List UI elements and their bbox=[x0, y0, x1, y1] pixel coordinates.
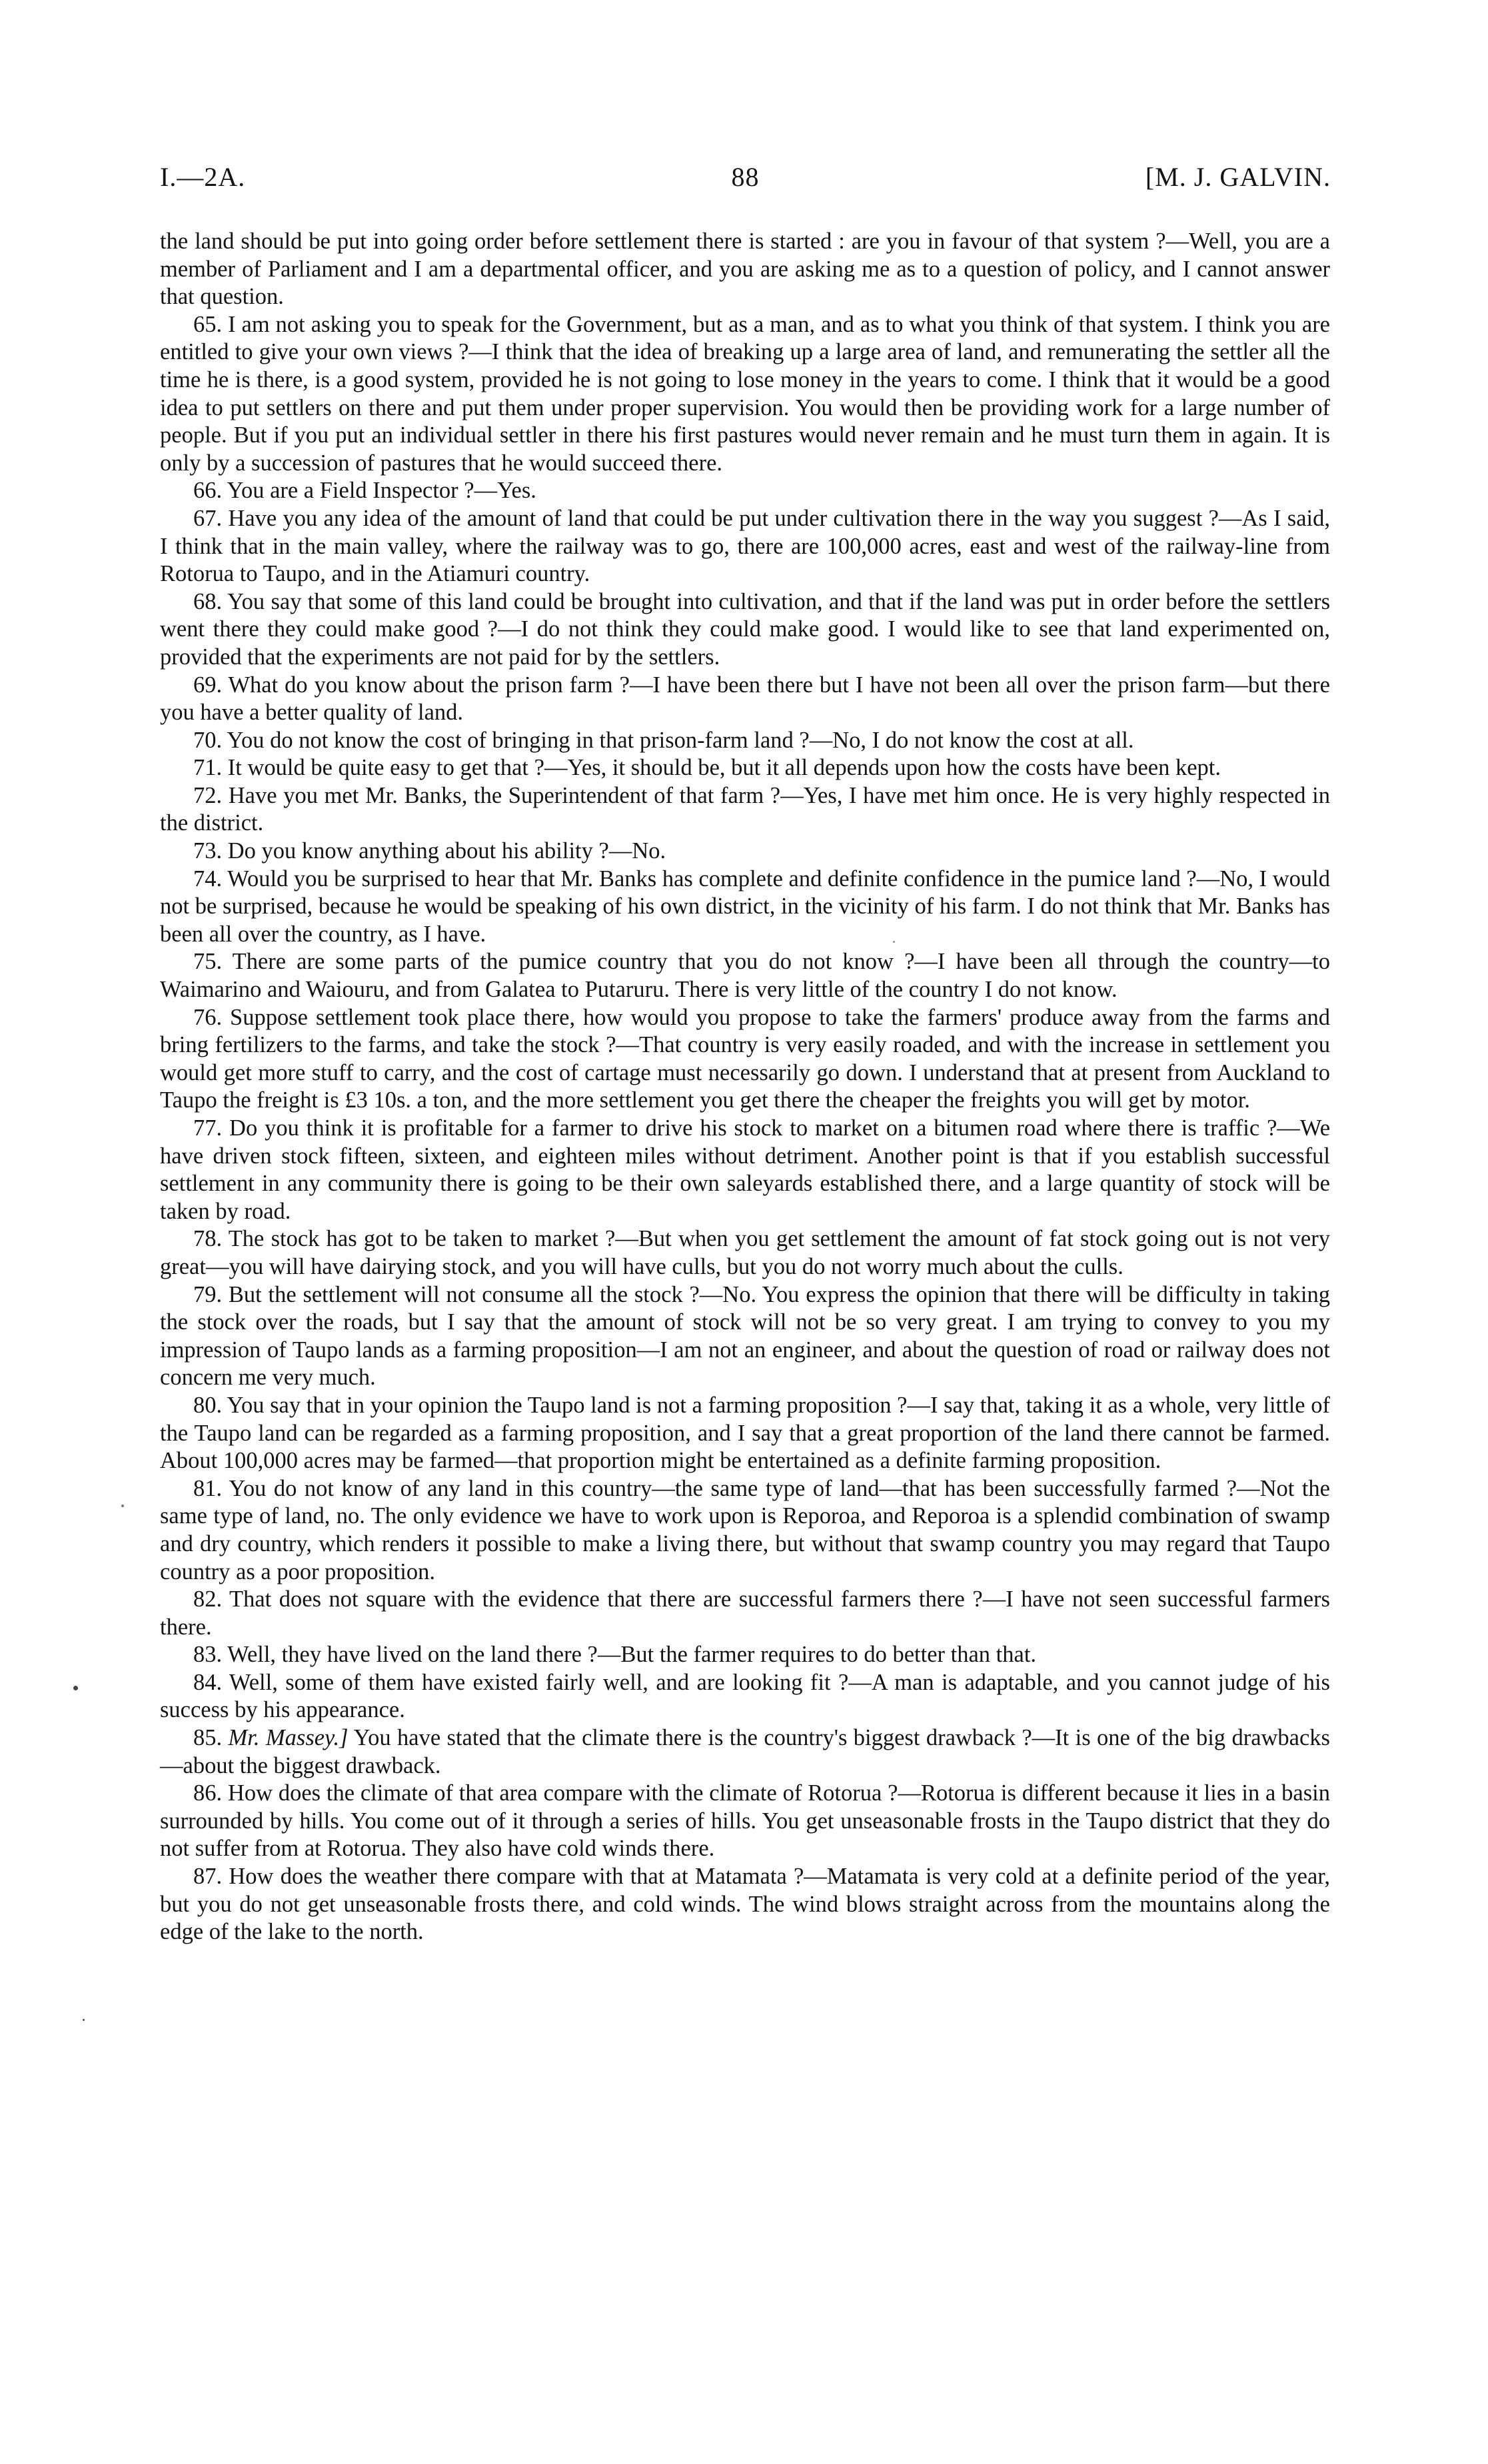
paragraph-text: But the settlement will not consume all the stock ?—No. You express the opinion that there will be difficulty in taking the stock over the roads, but I say that the amount of stock will not be so very great. I am trying to convey to you my impression of Taupo lands as a farming proposition—I am not an engineer, and about the question of road or railway does not concern me very much. bbox=[160, 1281, 1331, 1391]
question-paragraph-69 bbox=[160, 672, 1330, 727]
question-paragraph-85 bbox=[160, 1724, 1330, 1780]
paragraph-text: You are a Field Inspector ?—Yes. bbox=[227, 478, 536, 504]
paragraph-text: Suppose settlement took place there, how would you propose to take the farmers' produce away from the farms and bring fertilizers to the farms, and take the stock ?—That country is very easily roaded, and with the increase in settlement you would get more stuff to carry, and the cost of cartage must necessarily go down. I understand that at present from Auckland to Taupo the freight is £3 10s. a ton, and the more settlement you get there the cheaper the freights you will get by motor. bbox=[160, 1004, 1330, 1113]
paragraph-text: You do not know of any land in this country—the same type of land—that has been successfully farmed ?—Not the same type of land, no. The only evidence we have to work upon is Reporoa, and Reporoa is a splendid combination of swamp and dry country, which renders it possible to make a living there, but without that swamp country you may regard that Taupo country as a poor proposition. bbox=[160, 1475, 1330, 1584]
paragraph-text: Well, they have lived on the land there ?—But the farmer requires to do better than that. bbox=[227, 1642, 1037, 1668]
question-number: 71. bbox=[193, 755, 223, 781]
question-number: 87. bbox=[193, 1864, 223, 1890]
paragraph-text: Have you any idea of the amount of land that could be put under cultivation there in the way you suggest ?—As I said, I think that in the main valley, where the railway was to go, there are 100,000 acres, east and west of the railway-line from Rotorua to Taupo, and in the Atiamuri country. bbox=[160, 505, 1330, 587]
question-paragraph-86 bbox=[160, 1780, 1330, 1863]
question-paragraph-76 bbox=[160, 1004, 1330, 1115]
question-number: 69. bbox=[193, 672, 223, 698]
scan-speck bbox=[83, 2019, 85, 2021]
question-number: 82. bbox=[193, 1586, 223, 1612]
question-number: 84. bbox=[193, 1669, 223, 1695]
scan-speck bbox=[893, 941, 895, 943]
paragraph-continuation bbox=[160, 228, 1330, 311]
page-body bbox=[160, 228, 1330, 1946]
scan-speck bbox=[73, 1686, 78, 1690]
paragraph-text: What do you know about the prison farm ?—I have been there but I have not been all over the prison farm—but there you have a better quality of land. bbox=[160, 672, 1330, 726]
paragraph-text: the land should be put into going order before settlement there is started : are you in favour of that system ?—Well, you are a member of Parliament and I am a departmental officer, and you are asking me as to a question of policy, and I cannot answer that question. bbox=[160, 229, 1330, 310]
question-number: 67. bbox=[193, 505, 223, 531]
question-number: 83. bbox=[193, 1642, 223, 1668]
question-paragraph-78 bbox=[160, 1225, 1330, 1281]
paragraph-text: Have you met Mr. Banks, the Superintendent of that farm ?—Yes, I have met him once. He is very highly respected in the district. bbox=[160, 782, 1330, 836]
question-paragraph-87 bbox=[160, 1863, 1330, 1946]
speaker-name: Mr. Massey.] bbox=[228, 1725, 349, 1751]
paragraph-text: That does not square with the evidence that there are successful farmers there ?—I have not seen successful farmers there. bbox=[160, 1586, 1330, 1640]
paragraph-text: The stock has got to be taken to market ?—But when you get settlement the amount of fat stock going out is not very great—you will have dairying stock, and you will have culls, but you do not worry much about the culls. bbox=[160, 1226, 1330, 1279]
question-number: 68. bbox=[193, 588, 223, 614]
paragraph-text: Well, some of them have existed fairly well, and are looking fit ?—A man is adaptable, and you cannot judge of his success by his appearance. bbox=[160, 1669, 1330, 1723]
paragraph-text: It would be quite easy to get that ?—Yes, it should be, but it all depends upon how the costs have been kept. bbox=[227, 755, 1221, 781]
question-number: 72. bbox=[193, 782, 223, 808]
question-paragraph-81 bbox=[160, 1475, 1330, 1586]
question-number: 77. bbox=[193, 1115, 223, 1141]
question-number: 65. bbox=[193, 311, 223, 337]
question-number: 78. bbox=[193, 1226, 223, 1252]
paragraph-text: You say that in your opinion the Taupo land is not a farming proposition ?—I say that, taking it as a whole, very little of the Taupo land can be regarded as a farming proposition, and I say that a great proportion of the land there cannot be farmed. About 100,000 acres may be farmed—that proportion might be entertained as a definite farming proposition. bbox=[160, 1392, 1330, 1474]
paragraph-text: You have stated that the climate there is the country's biggest drawback ?—It is one of the big drawbacks—about the biggest drawback. bbox=[160, 1725, 1330, 1778]
paper-reference: I.—2A. bbox=[160, 162, 246, 192]
question-paragraph-73 bbox=[160, 838, 1330, 866]
scan-speck bbox=[121, 1505, 124, 1507]
question-paragraph-75 bbox=[160, 948, 1330, 1003]
question-number: 66. bbox=[193, 478, 223, 504]
paragraph-text: Do you think it is profitable for a farmer to drive his stock to market on a bitumen road where there is traffic ?—We have driven stock fifteen, sixteen, and eighteen miles without detriment. Another point is that if you establish successful settlement in any community there is going to be their own saleyards established there, and a large quantity of stock will be taken by road. bbox=[160, 1115, 1331, 1224]
question-paragraph-84 bbox=[160, 1669, 1330, 1724]
question-paragraph-83 bbox=[160, 1641, 1330, 1669]
question-number: 79. bbox=[193, 1281, 223, 1307]
question-paragraph-82 bbox=[160, 1586, 1330, 1641]
paragraph-text: Do you know anything about his ability ?—No. bbox=[227, 838, 666, 864]
question-number: 80. bbox=[193, 1392, 223, 1418]
paragraph-text: There are some parts of the pumice country that you do not know ?—I have been all through the country—to Waimarino and Waiouru, and from Galatea to Putaruru. There is very little of the country I do not know. bbox=[160, 949, 1330, 1003]
question-paragraph-66 bbox=[160, 477, 1330, 505]
paragraph-text: Would you be surprised to hear that Mr. Banks has complete and definite confidence in the pumice land ?—No, I would not be surprised, because he would be speaking of his own district, in the vicinity of his farm. I do not think that Mr. Banks has been all over the country, as I have. bbox=[160, 866, 1330, 947]
question-number: 86. bbox=[193, 1780, 223, 1806]
question-number: 74. bbox=[193, 866, 223, 892]
question-number: 75. bbox=[193, 949, 223, 975]
paragraph-text: You do not know the cost of bringing in that prison-farm land ?—No, I do not know the cost at all. bbox=[227, 727, 1134, 753]
paragraph-text: You say that some of this land could be brought into cultivation, and that if the land was put in order before the settlers went there they could make good ?—I do not think they could make good. I would like to see that land experimented on, provided that the experiments are not paid for by the settlers. bbox=[160, 588, 1330, 670]
question-paragraph-68 bbox=[160, 588, 1330, 672]
question-paragraph-71 bbox=[160, 754, 1330, 782]
question-number: 85. bbox=[193, 1725, 223, 1751]
question-paragraph-67 bbox=[160, 505, 1330, 588]
paragraph-text: I am not asking you to speak for the Government, but as a man, and as to what you think of that system. I think you are entitled to give your own views ?—I think that the idea of breaking up a large area of land, and remunerating the settler all the time he is there, is a good system, provided he is not going to lose money in the years to come. I think that it would be a good idea to put settlers on there and put them under proper supervision. You would then be providing work for a large number of people. But if you put an individual settler in there his first pastures would never remain and he must turn them in again. It is only by a succession of pastures that he would succeed there. bbox=[160, 311, 1330, 476]
question-number: 70. bbox=[193, 727, 223, 753]
question-paragraph-74 bbox=[160, 866, 1330, 949]
page-header bbox=[160, 161, 1331, 199]
question-number: 73. bbox=[193, 838, 223, 864]
question-number: 76. bbox=[193, 1004, 223, 1030]
question-paragraph-72 bbox=[160, 782, 1330, 838]
question-paragraph-79 bbox=[160, 1281, 1330, 1392]
question-paragraph-77 bbox=[160, 1115, 1330, 1225]
witness-name: [M. J. GALVIN. bbox=[1145, 162, 1331, 192]
paragraph-text: How does the weather there compare with that at Matamata ?—Matamata is very cold at a definite period of the year, but you do not get unseasonable frosts there, and cold winds. The wind blows straight across from the mountains along the edge of the lake to the north. bbox=[160, 1864, 1331, 1945]
paragraph-text: How does the climate of that area compare with the climate of Rotorua ?—Rotorua is different because it lies in a basin surrounded by hills. You come out of it through a series of hills. You get unseasonable frosts in the Taupo district that they do not suffer from at Rotorua. They also have cold winds there. bbox=[160, 1780, 1330, 1862]
question-paragraph-70 bbox=[160, 727, 1330, 755]
page-number: 88 bbox=[731, 162, 760, 192]
question-paragraph-65 bbox=[160, 311, 1330, 478]
question-number: 81. bbox=[193, 1475, 223, 1501]
question-paragraph-80 bbox=[160, 1392, 1330, 1475]
